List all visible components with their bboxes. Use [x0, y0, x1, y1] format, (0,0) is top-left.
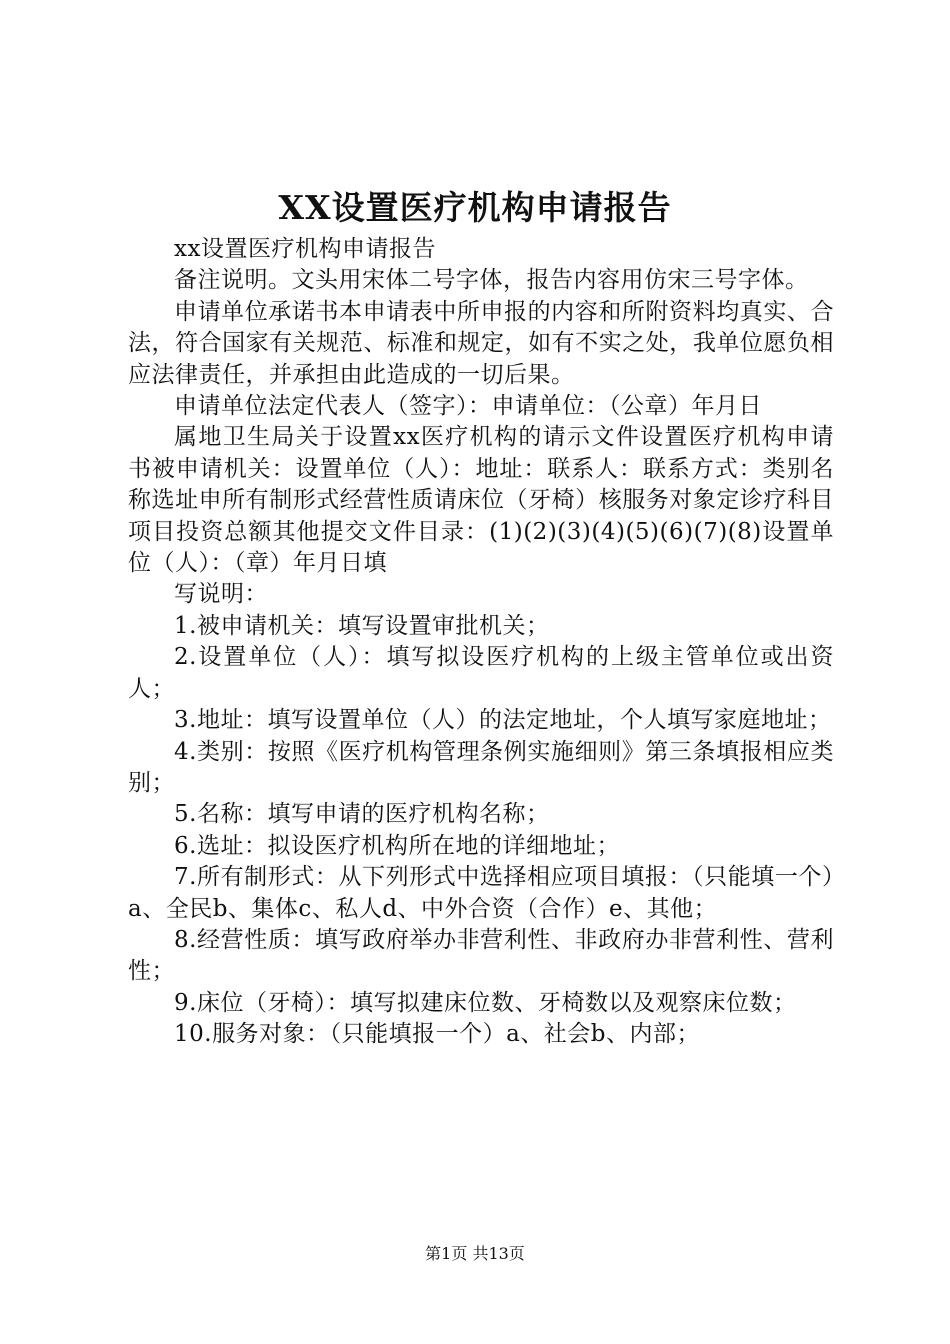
paragraph-item-2: 2.设置单位（人）：填写拟设医疗机构的上级主管单位或出资人； [128, 644, 834, 702]
paragraph-instructions-heading: 写说明： [174, 581, 268, 608]
document-title: XX设置医疗机构申请报告 [278, 188, 672, 227]
paragraph-item-6: 6.选址：拟设医疗机构所在地的详细地址； [174, 832, 620, 859]
page-number-footer: 第1页 共13页 [425, 1244, 525, 1263]
paragraph-subtitle: xx设置医疗机构申请报告 [174, 236, 436, 262]
paragraph-item-1: 1.被申请机关：填写设置审批机关； [174, 612, 550, 639]
paragraph-item-3: 3.地址：填写设置单位（人）的法定地址，个人填写家庭地址； [174, 707, 832, 734]
paragraph-commitment: 申请单位承诺书本申请表中所申报的内容和所附资料均真实、合法，符合国家有关规范、标准和规定，如有不实之处，我单位愿负相应法律责任，并承担由此造成的一切后果。 [128, 298, 834, 388]
paragraph-item-9: 9.床位（牙椅）：填写拟建床位数、牙椅数以及观察床位数； [174, 989, 797, 1016]
paragraph-signature: 申请单位法定代表人（签字）：申请单位：（公章）年月日 [174, 393, 762, 420]
document-body [128, 234, 834, 1051]
paragraph-item-4: 4.类别：按照《医疗机构管理条例实施细则》第三条填报相应类别； [128, 738, 834, 796]
paragraph-application-form: 属地卫生局关于设置xx医疗机构的请示文件设置医疗机构申请书被申请机关：设置单位（人）：地址：联系人：联系方式：类别名称选址申所有制形式经营性质请床位（牙椅）核服务对象定诊疗科目项目投资总额其他提交文件目录：(1)(2)(3)(4)(5)(6)(7)(8)设置单位（人）：（章）年月日填 [128, 424, 834, 577]
paragraph-item-7: 7.所有制形式：从下列形式中选择相应项目填报：（只能填一个）a、全民b、集体c、私人d、中外合资（合作）e、其他； [128, 864, 834, 922]
paragraph-remark: 备注说明。文头用宋体二号字体，报告内容用仿宋三号字体。 [174, 267, 809, 294]
paragraph-item-5: 5.名称：填写申请的医疗机构名称； [174, 801, 550, 828]
paragraph-item-8: 8.经营性质：填写政府举办非营利性、非政府办非营利性、营利性； [128, 926, 834, 985]
paragraph-item-10: 10.服务对象：（只能填报一个）a、社会b、内部； [174, 1021, 701, 1048]
